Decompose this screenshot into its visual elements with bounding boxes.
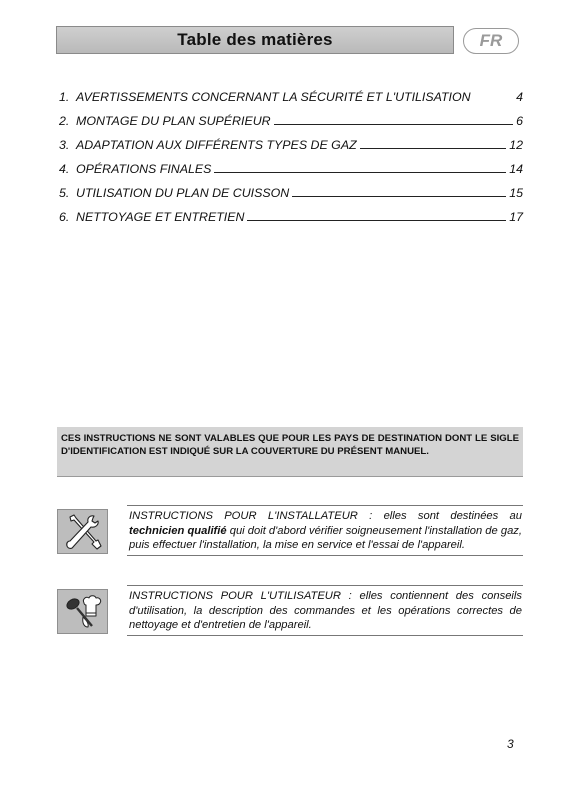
toc-item[interactable]: [59, 80, 523, 104]
toc-item-label: ADAPTATION AUX DIFFÉRENTS TYPES DE GAZ: [76, 138, 357, 152]
toc-item-page: 17: [509, 210, 523, 224]
toc-leader: [274, 124, 513, 125]
tools-icon: [57, 509, 108, 554]
toc-item-number: 3.: [59, 138, 70, 152]
toc-item-number: 1.: [59, 90, 70, 104]
toc-item-number: 6.: [59, 210, 70, 224]
toc-item[interactable]: [59, 152, 523, 176]
toc-item-label: UTILISATION DU PLAN DE CUISSON: [76, 186, 290, 200]
toc-item-page: 6: [516, 114, 523, 128]
toc-leader: [292, 196, 506, 197]
toc-leader: [360, 148, 507, 149]
toc-item-page: 14: [509, 162, 523, 176]
user-instructions: [57, 585, 523, 635]
chef-spoon-icon: [57, 589, 108, 634]
toc-item-number: 2.: [59, 114, 70, 128]
toc-item[interactable]: [59, 128, 523, 152]
toc-item-page: 4: [516, 90, 523, 104]
toc-item-label: OPÉRATIONS FINALES: [76, 162, 212, 176]
table-of-contents: [59, 80, 523, 224]
page-title: Table des matières: [177, 30, 333, 49]
toc-item-label: MONTAGE DU PLAN SUPÉRIEUR: [76, 114, 271, 128]
user-instructions-text: INSTRUCTIONS POUR L'UTILISATEUR : elles contiennent des conseils d'utilisation, la description des commandes et les opérations correctes de nettoyage et d'entretien de l'appareil.: [127, 585, 523, 636]
toc-item-number: 4.: [59, 162, 70, 176]
installer-instructions: [57, 505, 523, 575]
installer-text-rest: qui doit d'abord vérifier soigneusement l'installation de gaz, puis effectuer l'installation, la mise en service et l'essai de l'appareil.: [129, 524, 522, 552]
toc-item-label: NETTOYAGE ET ENTRETIEN: [76, 210, 245, 224]
page-number: 3: [507, 737, 514, 751]
toc-item[interactable]: [59, 176, 523, 200]
toc-item-page: 12: [509, 138, 523, 152]
toc-leader: [247, 220, 506, 221]
language-badge: FR: [463, 28, 519, 54]
installer-text-intro: INSTRUCTIONS POUR L'INSTALLATEUR : elles sont destinées au: [129, 510, 522, 522]
installer-instructions-text: [127, 505, 523, 556]
toc-item-page: 15: [509, 186, 523, 200]
installer-text-emphasis: technicien qualifié: [129, 524, 227, 537]
toc-item[interactable]: [59, 104, 523, 128]
toc-leader: [214, 172, 506, 173]
toc-item-label: AVERTISSEMENTS CONCERNANT LA SÉCURITÉ ET L'UTILISATION: [76, 90, 471, 104]
toc-item[interactable]: [59, 200, 523, 224]
title-bar: [56, 26, 454, 54]
destination-notice: CES INSTRUCTIONS NE SONT VALABLES QUE POUR LES PAYS DE DESTINATION DONT LE SIGLE D'IDENTIFICATION EST INDIQUÉ SUR LA COUVERTURE DU PRÉSENT MANUEL.: [57, 427, 523, 477]
toc-item-number: 5.: [59, 186, 70, 200]
